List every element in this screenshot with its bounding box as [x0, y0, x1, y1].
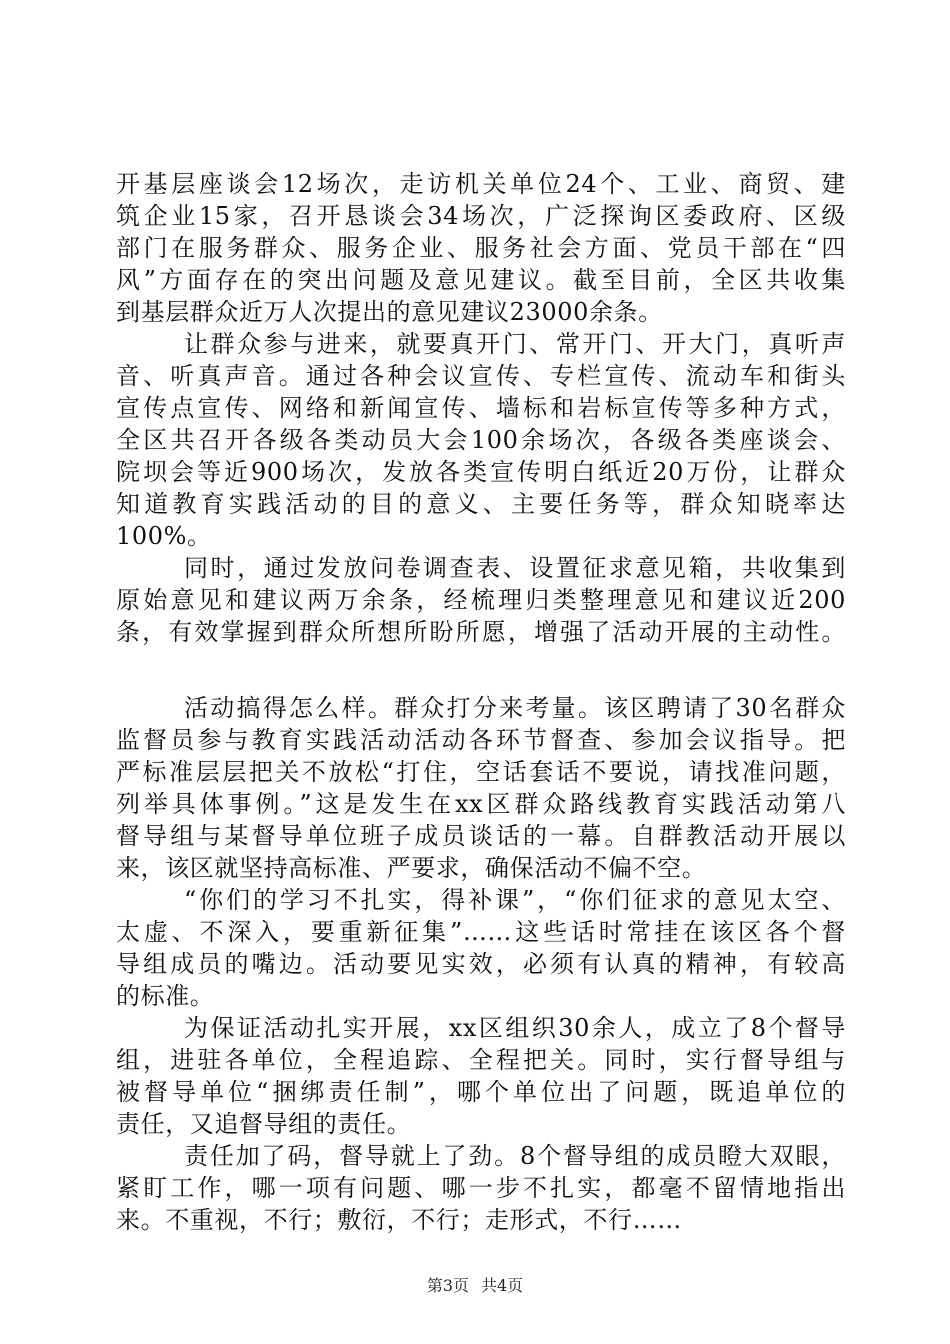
paragraph [116, 552, 846, 648]
paragraph [116, 1012, 846, 1140]
text-line: 活动搞得怎么样。群众打分来考量。该区聘请了30名群众 [184, 694, 846, 722]
text-line: 让群众参与进来，就要真开门、常开门、开大门，真听声 [184, 330, 846, 358]
text-line: 知道教育实践活动的目的意义、主要任务等，群众知晓率达 [116, 490, 846, 518]
paragraph-gap [116, 648, 846, 692]
paragraph [116, 168, 846, 328]
page-number: 第3页 [426, 1276, 469, 1295]
text-line: 全区共召开各级各类动员大会100余场次，各级各类座谈会、 [116, 426, 846, 454]
text-line: 组，进驻各单位，全程追踪、全程把关。同时，实行督导组与 [116, 1046, 846, 1074]
text-line: 院坝会等近900场次，发放各类宣传明白纸近20万份，让群众 [116, 458, 846, 486]
text-line: 来。不重视，不行；敷衍，不行；走形式，不行…… [116, 1206, 682, 1234]
text-line: 来，该区就坚持高标准、严要求，确保活动不偏不空。 [116, 854, 707, 882]
text-line: 严标准层层把关不放松“打住，空话套话不要说，请找准问题， [116, 758, 846, 786]
text-line: “你们的学习不扎实，得补课”，“你们征求的意见太空、 [184, 886, 846, 914]
text-line: 导组成员的嘴边。活动要见实效，必须有认真的精神，有较高 [116, 950, 846, 978]
paragraph [116, 692, 846, 884]
page-footer [0, 1276, 950, 1296]
text-line: 100%。 [116, 522, 212, 550]
text-line: 风”方面存在的突出问题及意见建议。截至目前，全区共收集 [116, 266, 846, 294]
text-line: 太虚、不深入，要重新征集”……这些话时常挂在该区各个督 [116, 918, 846, 946]
text-line: 开基层座谈会12场次，走访机关单位24个、工业、商贸、建 [116, 170, 846, 198]
text-line: 音、听真声音。通过各种会议宣传、专栏宣传、流动车和街头 [116, 362, 846, 390]
text-line: 督导组与某督导单位班子成员谈话的一幕。自群教活动开展以 [116, 822, 846, 850]
text-line: 同时，通过发放问卷调查表、设置征求意见箱，共收集到 [184, 554, 846, 582]
text-line: 责任加了码，督导就上了劲。8个督导组的成员瞪大双眼， [184, 1142, 846, 1170]
text-line: 的标准。 [116, 982, 215, 1010]
text-line: 责任，又追督导组的责任。 [116, 1110, 412, 1138]
text-line: 紧盯工作，哪一项有问题、哪一步不扎实，都毫不留情地指出 [116, 1174, 846, 1202]
text-line: 筑企业15家，召开恳谈会34场次，广泛探询区委政府、区级 [116, 202, 846, 230]
text-line: 条，有效掌握到群众所想所盼所愿，增强了活动开展的主动性。 [116, 618, 846, 646]
paragraph [116, 328, 846, 552]
text-line: 原始意见和建议两万余条，经梳理归类整理意见和建议近200 [116, 586, 846, 614]
text-line: 到基层群众近万人次提出的意见建议23000余条。 [116, 298, 663, 326]
paragraph [116, 1140, 846, 1236]
text-line: 宣传点宣传、网络和新闻宣传、墙标和岩标宣传等多种方式， [116, 394, 846, 422]
text-line: 为保证活动扎实开展，xx区组织30余人，成立了8个督导 [184, 1014, 846, 1042]
text-line: 部门在服务群众、服务企业、服务社会方面、党员干部在“四 [116, 234, 846, 262]
paragraph [116, 884, 846, 1012]
document-body [116, 168, 846, 1236]
text-line: 被督导单位“捆绑责任制”，哪个单位出了问题，既追单位的 [116, 1078, 846, 1106]
text-line: 列举具体事例。”这是发生在xx区群众路线教育实践活动第八 [116, 790, 846, 818]
page-total: 共4页 [481, 1276, 524, 1295]
text-line: 监督员参与教育实践活动活动各环节督查、参加会议指导。把 [116, 726, 846, 754]
